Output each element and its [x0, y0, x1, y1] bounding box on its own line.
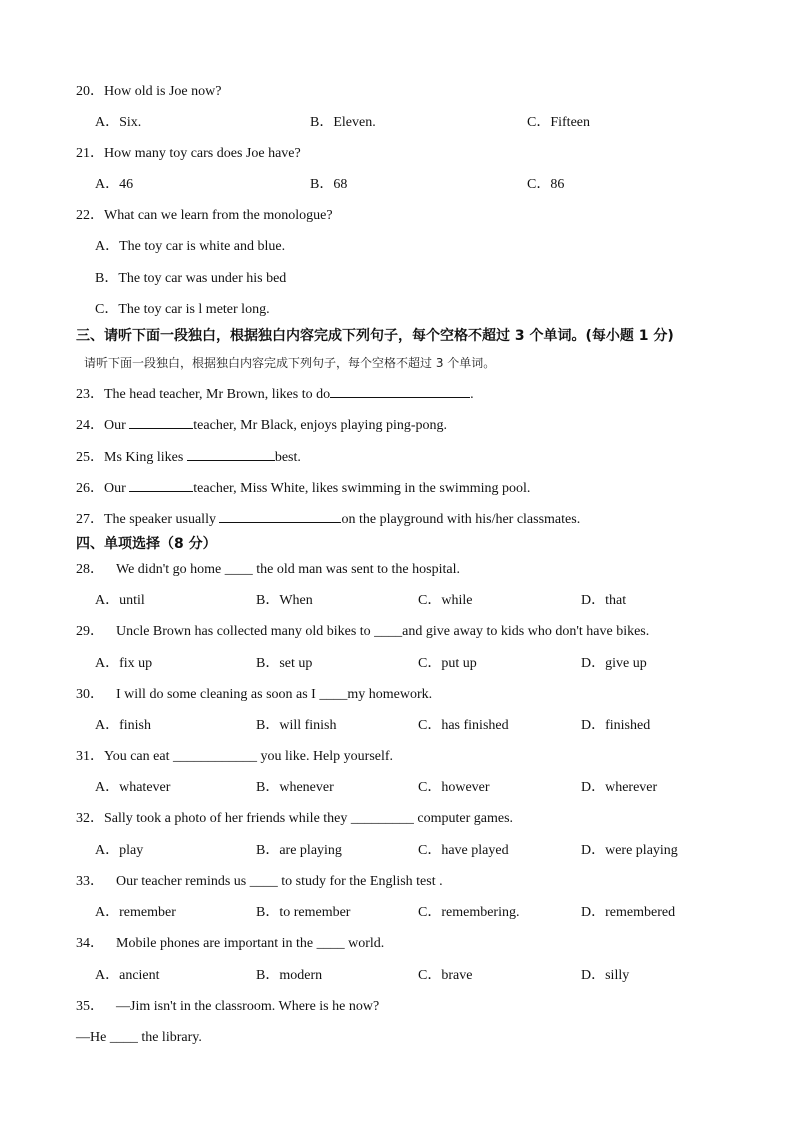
question-text: Our teacher reminds us ____ to study for the English test . [116, 874, 443, 889]
option-d: D．were playing [581, 843, 678, 858]
question-25 [76, 447, 301, 467]
option-a: A．46 [95, 177, 134, 192]
question-26 [76, 478, 530, 498]
question-28 [76, 561, 460, 579]
question-text: How old is Joe now? [104, 84, 222, 99]
question-24 [76, 415, 447, 435]
option-b: B．Eleven. [310, 115, 376, 130]
option-a: A．ancient [95, 968, 160, 983]
question-number: 31． [76, 749, 104, 764]
question-number: 25． [76, 450, 104, 465]
option-b: B．68 [310, 177, 348, 192]
option-d: D．silly [581, 968, 630, 983]
option-b: B．will finish [256, 718, 337, 733]
question-27 [76, 509, 580, 529]
question-30 [76, 686, 432, 704]
question-text-end: teacher, Miss White, likes swimming in the swimming pool. [193, 481, 531, 496]
question-31 [76, 748, 393, 766]
question-text: We didn't go home ____ the old man was sent to the hospital. [116, 562, 460, 577]
dialogue-reply: —He ____ the library. [76, 1030, 202, 1045]
option-b: B．The toy car was under his bed [95, 271, 287, 286]
option-b: B．to remember [256, 905, 351, 920]
question-text: Our [104, 481, 130, 496]
option-c: C．Fifteen [527, 115, 590, 130]
question-text: Sally took a photo of her friends while they _________ computer games. [104, 811, 514, 826]
question-number: 27． [76, 512, 104, 527]
question-number: 30． [76, 687, 104, 702]
option-a: A．remember [95, 905, 176, 920]
question-35 [76, 998, 379, 1016]
question-number: 22． [76, 208, 104, 223]
question-number: 24． [76, 418, 104, 433]
question-29 [76, 623, 649, 641]
section-3-heading: 三、请听下面一段独白，根据独白内容完成下列句子，每个空格不超过 3 个单词。(每小题 1 分) [76, 328, 674, 344]
question-text: Uncle Brown has collected many old bikes to ____and give away to kids who don't have bikes. [116, 624, 650, 639]
question-text: Mobile phones are important in the ____ world. [116, 936, 385, 951]
option-c: C．have played [418, 843, 509, 858]
question-32 [76, 810, 513, 828]
option-a: A．The toy car is white and blue. [95, 239, 286, 254]
option-c: C．has finished [418, 718, 509, 733]
question-text-end: teacher, Mr Black, enjoys playing ping-pong. [193, 418, 447, 433]
question-number: 33． [76, 874, 104, 889]
question-20 [76, 83, 221, 101]
option-d: D．finished [581, 718, 651, 733]
question-number: 29． [76, 624, 104, 639]
option-b: B．set up [256, 656, 313, 671]
question-text: The speaker usually [104, 512, 220, 527]
answer-blank[interactable] [219, 509, 341, 523]
option-c: C．put up [418, 656, 477, 671]
question-text: What can we learn from the monologue? [104, 208, 333, 223]
option-d: D．wherever [581, 780, 658, 795]
answer-blank[interactable] [330, 384, 470, 398]
option-c: C．86 [527, 177, 565, 192]
question-text-end: on the playground with his/her classmates. [341, 512, 581, 527]
question-text-end: . [470, 387, 474, 402]
question-number: 26． [76, 481, 104, 496]
question-text: Ms King likes [104, 450, 187, 465]
section-4-heading: 四、单项选择（8 分） [76, 536, 217, 552]
option-a: A．fix up [95, 656, 153, 671]
option-b: B．modern [256, 968, 323, 983]
question-21 [76, 145, 301, 163]
question-33 [76, 873, 443, 891]
question-text: I will do some cleaning as soon as I ____my homework. [116, 687, 433, 702]
question-number: 21． [76, 146, 104, 161]
question-number: 34． [76, 936, 104, 951]
question-number: 32． [76, 811, 104, 826]
question-text: —Jim isn't in the classroom. Where is he now? [116, 999, 380, 1014]
option-c: C．brave [418, 968, 473, 983]
option-b: B．When [256, 593, 313, 608]
question-text: The head teacher, Mr Brown, likes to do [104, 387, 331, 402]
option-c: C．however [418, 780, 490, 795]
question-number: 20． [76, 84, 104, 99]
section-3-instruction: 请听下面一段独白，根据独白内容完成下列句子，每个空格不超过 3 个单词。 [84, 356, 496, 370]
option-d: D．give up [581, 656, 647, 671]
option-c: C．remembering. [418, 905, 520, 920]
option-d: D．remembered [581, 905, 676, 920]
answer-blank[interactable] [129, 415, 193, 429]
question-number: 28． [76, 562, 104, 577]
option-b: B．are playing [256, 843, 342, 858]
question-22 [76, 207, 333, 225]
question-text: You can eat ____________ you like. Help yourself. [104, 749, 394, 764]
answer-blank[interactable] [129, 478, 193, 492]
option-a: A．Six. [95, 115, 142, 130]
option-b: B．whenever [256, 780, 334, 795]
question-34 [76, 935, 384, 953]
option-a: A．finish [95, 718, 151, 733]
option-c: C．while [418, 593, 473, 608]
option-a: A．whatever [95, 780, 171, 795]
option-d: D．that [581, 593, 627, 608]
option-c: C．The toy car is l meter long. [95, 302, 270, 317]
answer-blank[interactable] [187, 447, 275, 461]
option-a: A．until [95, 593, 145, 608]
question-23 [76, 384, 474, 404]
option-a: A．play [95, 843, 144, 858]
question-number: 23． [76, 387, 104, 402]
question-text-end: best. [274, 450, 301, 465]
question-text: Our [104, 418, 130, 433]
question-number: 35． [76, 999, 104, 1014]
question-text: How many toy cars does Joe have? [104, 146, 301, 161]
